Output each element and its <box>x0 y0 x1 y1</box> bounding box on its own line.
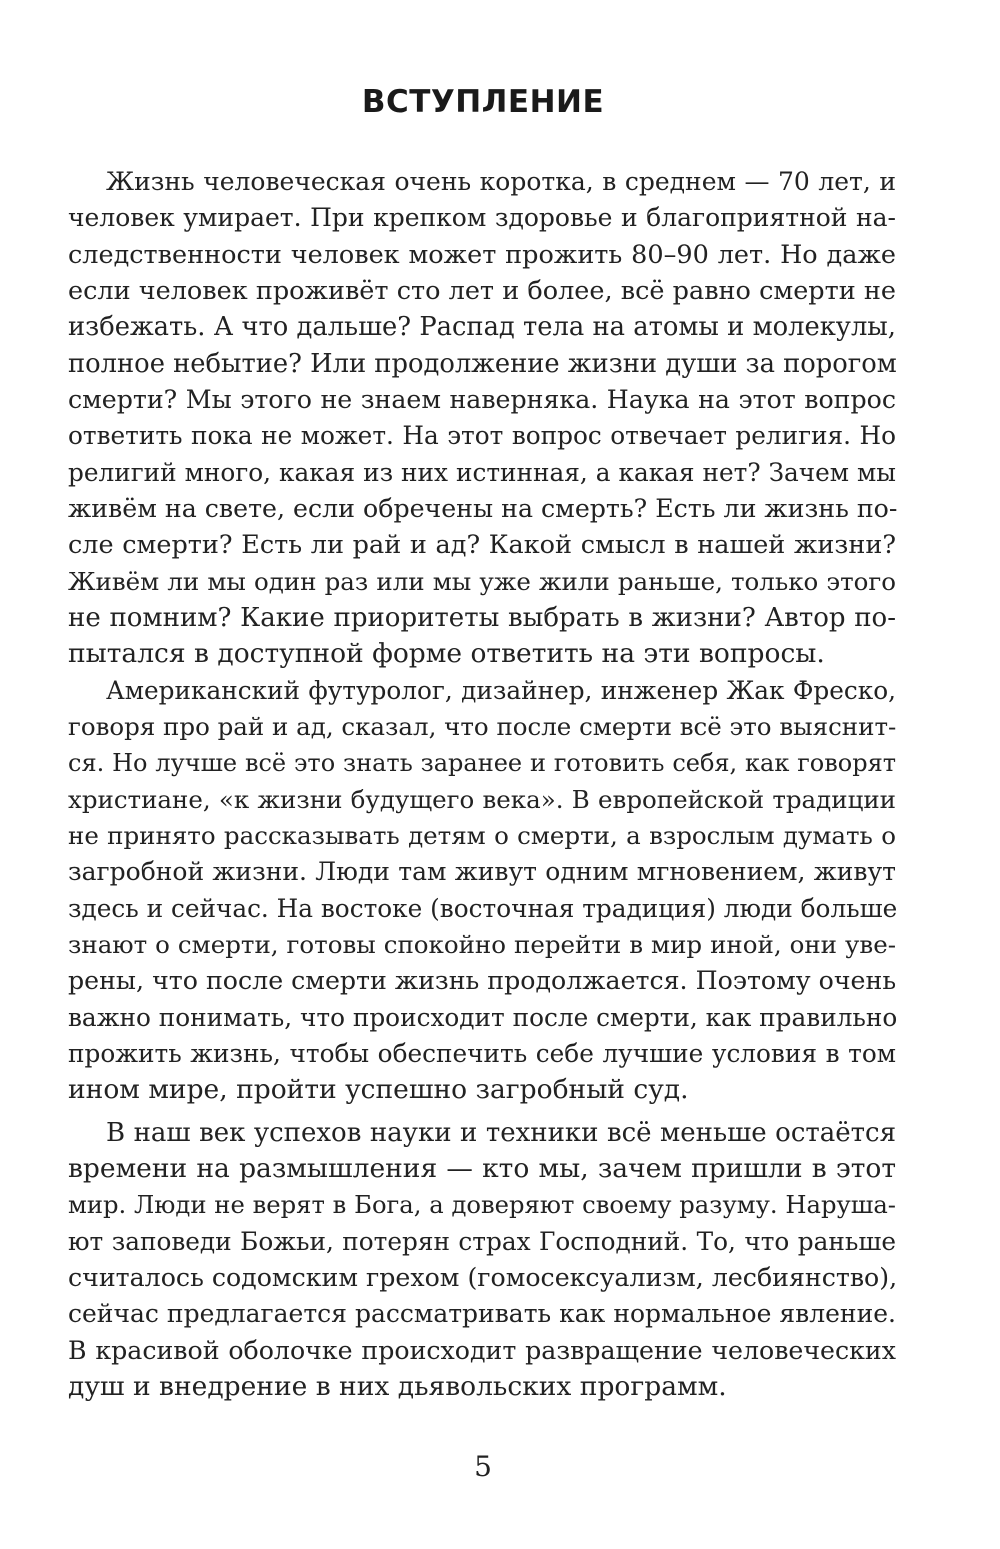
text-line: пытался в доступной форме ответить на эти вопросы. <box>68 638 825 669</box>
text-line: душ и внедрение в них дьявольских программ. <box>68 1371 727 1402</box>
text-line: не принято рассказывать детям о смерти, а взрослым думать о <box>68 821 896 850</box>
text-line: ют заповеди Божьи, потерян страх Господний. То, что раньше <box>68 1227 896 1256</box>
page-number: 5 <box>474 1450 492 1483</box>
text-line: важно понимать, что происходит после смерти, как правильно <box>68 1003 898 1032</box>
text-line: смерти? Мы этого не знаем наверняка. Наука на этот вопрос <box>68 385 896 414</box>
text-line: В наш век успехов науки и техники всё меньше остаётся <box>106 1118 896 1148</box>
text-line: живём на свете, если обречены на смерть? Есть ли жизнь по- <box>68 494 898 523</box>
text-line: избежать. А что дальше? Распад тела на атомы и молекулы, <box>68 312 896 342</box>
text-line: ответить пока не может. На этот вопрос отвечает религия. Но <box>68 421 896 450</box>
text-line: сле смерти? Есть ли рай и ад? Какой смысл в нашей жизни? <box>68 530 896 560</box>
text-line: христиане, «к жизни будущего века». В европейской традиции <box>68 785 896 814</box>
text-line: полное небытие? Или продолжение жизни души за порогом <box>68 349 897 379</box>
text-line: сейчас предлагается рассматривать как нормальное явление. <box>68 1299 896 1328</box>
text-line: Живём ли мы один раз или мы уже жили раньше, только этого <box>68 567 896 596</box>
text-line: если человек проживёт сто лет и более, всё равно смерти не <box>68 276 896 306</box>
text-line: Жизнь человеческая очень коротка, в среднем — 70 лет, и <box>106 167 896 196</box>
text-line: времени на размышления — кто мы, зачем пришли в этот <box>68 1153 896 1184</box>
text-line: прожить жизнь, чтобы обеспечить себе лучшие условия в том <box>68 1039 896 1068</box>
text-line: религий много, какая из них истинная, а какая нет? Зачем мы <box>68 458 896 487</box>
text-line: говоря про рай и ад, сказал, что после смерти всё это выяснит- <box>68 712 897 741</box>
text-line: здесь и сейчас. На востоке (восточная традиция) люди больше <box>68 894 898 923</box>
text-line: ином мире, пройти успешно загробный суд. <box>68 1074 689 1105</box>
text-line: считалось содомским грехом (гомосексуализм, лесбиянство), <box>68 1263 898 1292</box>
text-line: человек умирает. При крепком здоровье и благоприятной на- <box>68 203 896 232</box>
text-line: знают о смерти, готовы спокойно перейти в мир иной, они уве- <box>68 930 896 959</box>
text-line: ся. Но лучше всё это знать заранее и готовить себя, как говорят <box>68 749 896 777</box>
text-line: В красивой оболочке происходит развращение человеческих <box>68 1336 896 1365</box>
text-line: следственности человек может прожить 80–90 лет. Но даже <box>68 240 896 270</box>
text-line: Американский футуролог, дизайнер, инженер Жак Фреско, <box>106 676 896 705</box>
text-line: загробной жизни. Люди там живут одним мгновением, живут <box>68 857 896 886</box>
text-line: не помним? Какие приоритеты выбрать в жизни? Автор по- <box>68 603 896 633</box>
text-line: мир. Люди не верят в Бога, а доверяют своему разуму. Наруша- <box>68 1190 896 1219</box>
text-line: рены, что после смерти жизнь продолжается. Поэтому очень <box>68 966 897 995</box>
chapter-heading: ВСТУПЛЕНИЕ <box>361 84 605 120</box>
